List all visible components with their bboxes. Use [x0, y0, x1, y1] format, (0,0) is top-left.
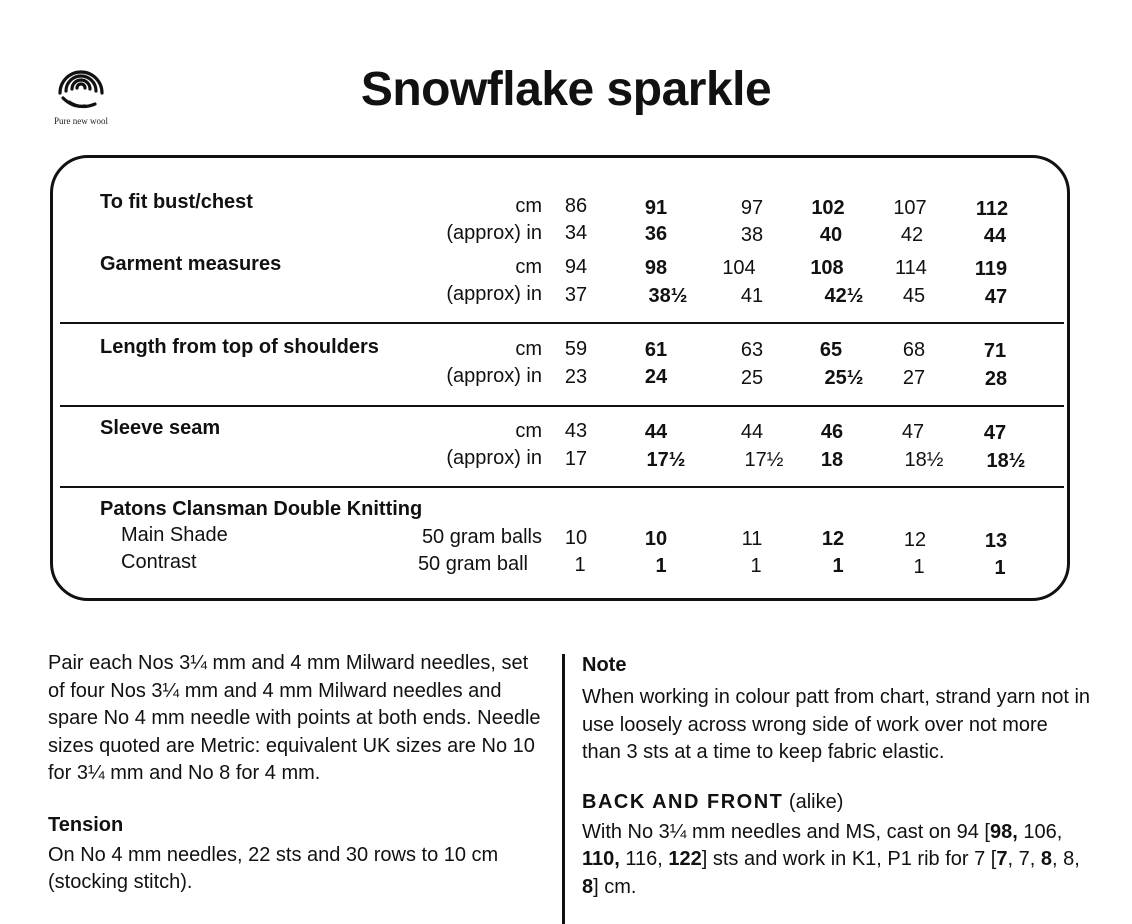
- unit-label: (approx) in: [446, 283, 542, 305]
- text-run-bold: 7: [996, 848, 1008, 870]
- size-value: 94: [564, 256, 588, 278]
- text-run-bold: 8: [1040, 848, 1052, 870]
- text-run-bold: 8: [582, 875, 594, 898]
- text-run-bold: 122: [668, 848, 702, 870]
- text-run-bold: 110,: [582, 848, 620, 870]
- size-value: 46: [820, 421, 844, 443]
- size-value: 47: [983, 422, 1007, 444]
- size-value: 97: [740, 197, 764, 219]
- section-divider: [60, 322, 1064, 324]
- size-value: 42½: [824, 285, 864, 307]
- size-value: 37: [564, 284, 588, 306]
- unit-label: cm: [515, 195, 542, 217]
- size-value: 13: [984, 530, 1008, 552]
- column-divider: [562, 654, 565, 924]
- size-value: 17: [564, 448, 588, 470]
- text-run-bold: 98,: [989, 820, 1018, 843]
- size-value: 17½: [646, 449, 686, 471]
- tension-heading: Tension: [48, 813, 124, 836]
- size-value: 71: [983, 340, 1007, 362]
- note-heading: Note: [582, 654, 627, 676]
- section-label: Patons Clansman Double Knitting: [100, 498, 423, 520]
- size-value: 12: [903, 529, 927, 551]
- size-value: 47: [901, 421, 925, 443]
- unit-label: cm: [515, 420, 542, 442]
- size-value: 27: [902, 367, 926, 389]
- size-value: 98: [644, 257, 668, 279]
- size-value: 44: [644, 421, 668, 443]
- text-run: 106,: [1017, 820, 1063, 843]
- section-divider: [60, 405, 1064, 407]
- unit-label: (approx) in: [446, 222, 542, 244]
- text-run: ] cm.: [593, 875, 637, 898]
- size-value: 1: [655, 555, 667, 577]
- size-value: 114: [895, 257, 927, 279]
- size-value: 43: [564, 420, 588, 442]
- size-value: 61: [644, 339, 668, 361]
- size-value: 38½: [648, 285, 688, 307]
- size-value: 86: [564, 195, 588, 217]
- text-run: , 8,: [1051, 848, 1080, 870]
- size-value: 63: [740, 339, 764, 361]
- size-value: 47: [984, 286, 1008, 308]
- size-value: 44: [740, 421, 764, 443]
- size-value: 10: [564, 527, 588, 549]
- size-value: 18½: [986, 450, 1026, 472]
- unit-label: cm: [515, 338, 542, 360]
- text-run: ] sts and work in K1, P1 rib for 7 [: [701, 848, 997, 870]
- unit-label: (approx) in: [446, 447, 542, 469]
- logo-caption: Pure new wool: [54, 116, 108, 126]
- text-run: , 7,: [1007, 848, 1041, 870]
- size-value: 25½: [824, 367, 864, 389]
- size-value: 59: [564, 338, 588, 360]
- page-title: Snowflake sparkle: [360, 63, 772, 116]
- size-value: 1: [574, 554, 586, 576]
- section-divider: [60, 486, 1064, 488]
- size-value: 107: [893, 197, 927, 219]
- size-value: 42: [900, 224, 924, 246]
- unit-label: cm: [515, 256, 542, 278]
- yarn-shade-name: Main Shade: [121, 524, 228, 546]
- size-value: 1: [832, 555, 844, 577]
- size-value: 18: [820, 449, 844, 471]
- size-value: 108: [810, 257, 844, 279]
- section-label: Length from top of shoulders: [100, 336, 379, 358]
- unit-label: (approx) in: [446, 365, 542, 387]
- instructions-column: [582, 652, 1092, 901]
- size-value: 23: [564, 366, 588, 388]
- section-label: To fit bust/chest: [100, 191, 253, 213]
- size-value: 10: [644, 528, 668, 550]
- size-value: 28: [984, 368, 1008, 390]
- size-value: 25: [740, 367, 764, 389]
- size-value: 40: [819, 224, 843, 246]
- size-value: 34: [564, 222, 588, 244]
- size-value: 44: [983, 225, 1007, 247]
- size-value: 119: [974, 258, 1008, 280]
- size-value: 12: [821, 528, 845, 550]
- back-front-suffix: (alike): [788, 790, 844, 813]
- size-value: 45: [902, 285, 926, 307]
- size-value: 1: [994, 557, 1006, 579]
- materials-column: [48, 650, 548, 897]
- note-paragraph: When working in colour patt from chart, strand yarn not in use loosely across wrong side of work over not more than 3 sts at a time to keep fabric elastic.: [582, 686, 1091, 763]
- size-value: 102: [811, 197, 845, 219]
- size-value: 18½: [904, 449, 944, 471]
- unit-label: 50 gram ball: [417, 553, 528, 575]
- text-run: With No 3¼ mm needles and MS, cast on 94 [: [582, 820, 990, 843]
- size-value: 104: [722, 257, 756, 279]
- text-run: 116,: [619, 848, 669, 870]
- size-value: 1: [750, 555, 762, 577]
- size-value: 17½: [744, 449, 784, 471]
- back-front-title: BACK AND FRONT: [582, 790, 784, 813]
- size-value: 91: [644, 197, 668, 219]
- yarn-shade-name: Contrast: [121, 551, 197, 573]
- size-value: 38: [740, 224, 764, 246]
- size-value: 112: [975, 198, 1009, 220]
- unit-label: 50 gram balls: [421, 526, 542, 548]
- section-label: Sleeve seam: [100, 417, 221, 439]
- size-value: 68: [902, 339, 926, 361]
- size-value: 11: [741, 528, 763, 550]
- needles-paragraph: Pair each Nos 3¼ mm and 4 mm Milward needles, set of four Nos 3¼ mm and 4 mm Milward needles and spare No 4 mm needle with points at both ends. Needle sizes quoted are Metric: equivalent UK sizes are No 10 for 3¼ mm and No 8 for 4 mm.: [48, 652, 541, 784]
- section-label: Garment measures: [100, 253, 282, 275]
- size-value: 65: [819, 339, 843, 361]
- size-value: 1: [913, 556, 925, 578]
- size-value: 24: [644, 366, 668, 388]
- back-front-paragraph: [582, 819, 1092, 902]
- back-front-heading: [582, 789, 1092, 815]
- size-value: 36: [644, 223, 668, 245]
- size-value: 41: [740, 285, 764, 307]
- tension-paragraph: On No 4 mm needles, 22 sts and 30 rows to 10 cm (stocking stitch).: [48, 843, 499, 893]
